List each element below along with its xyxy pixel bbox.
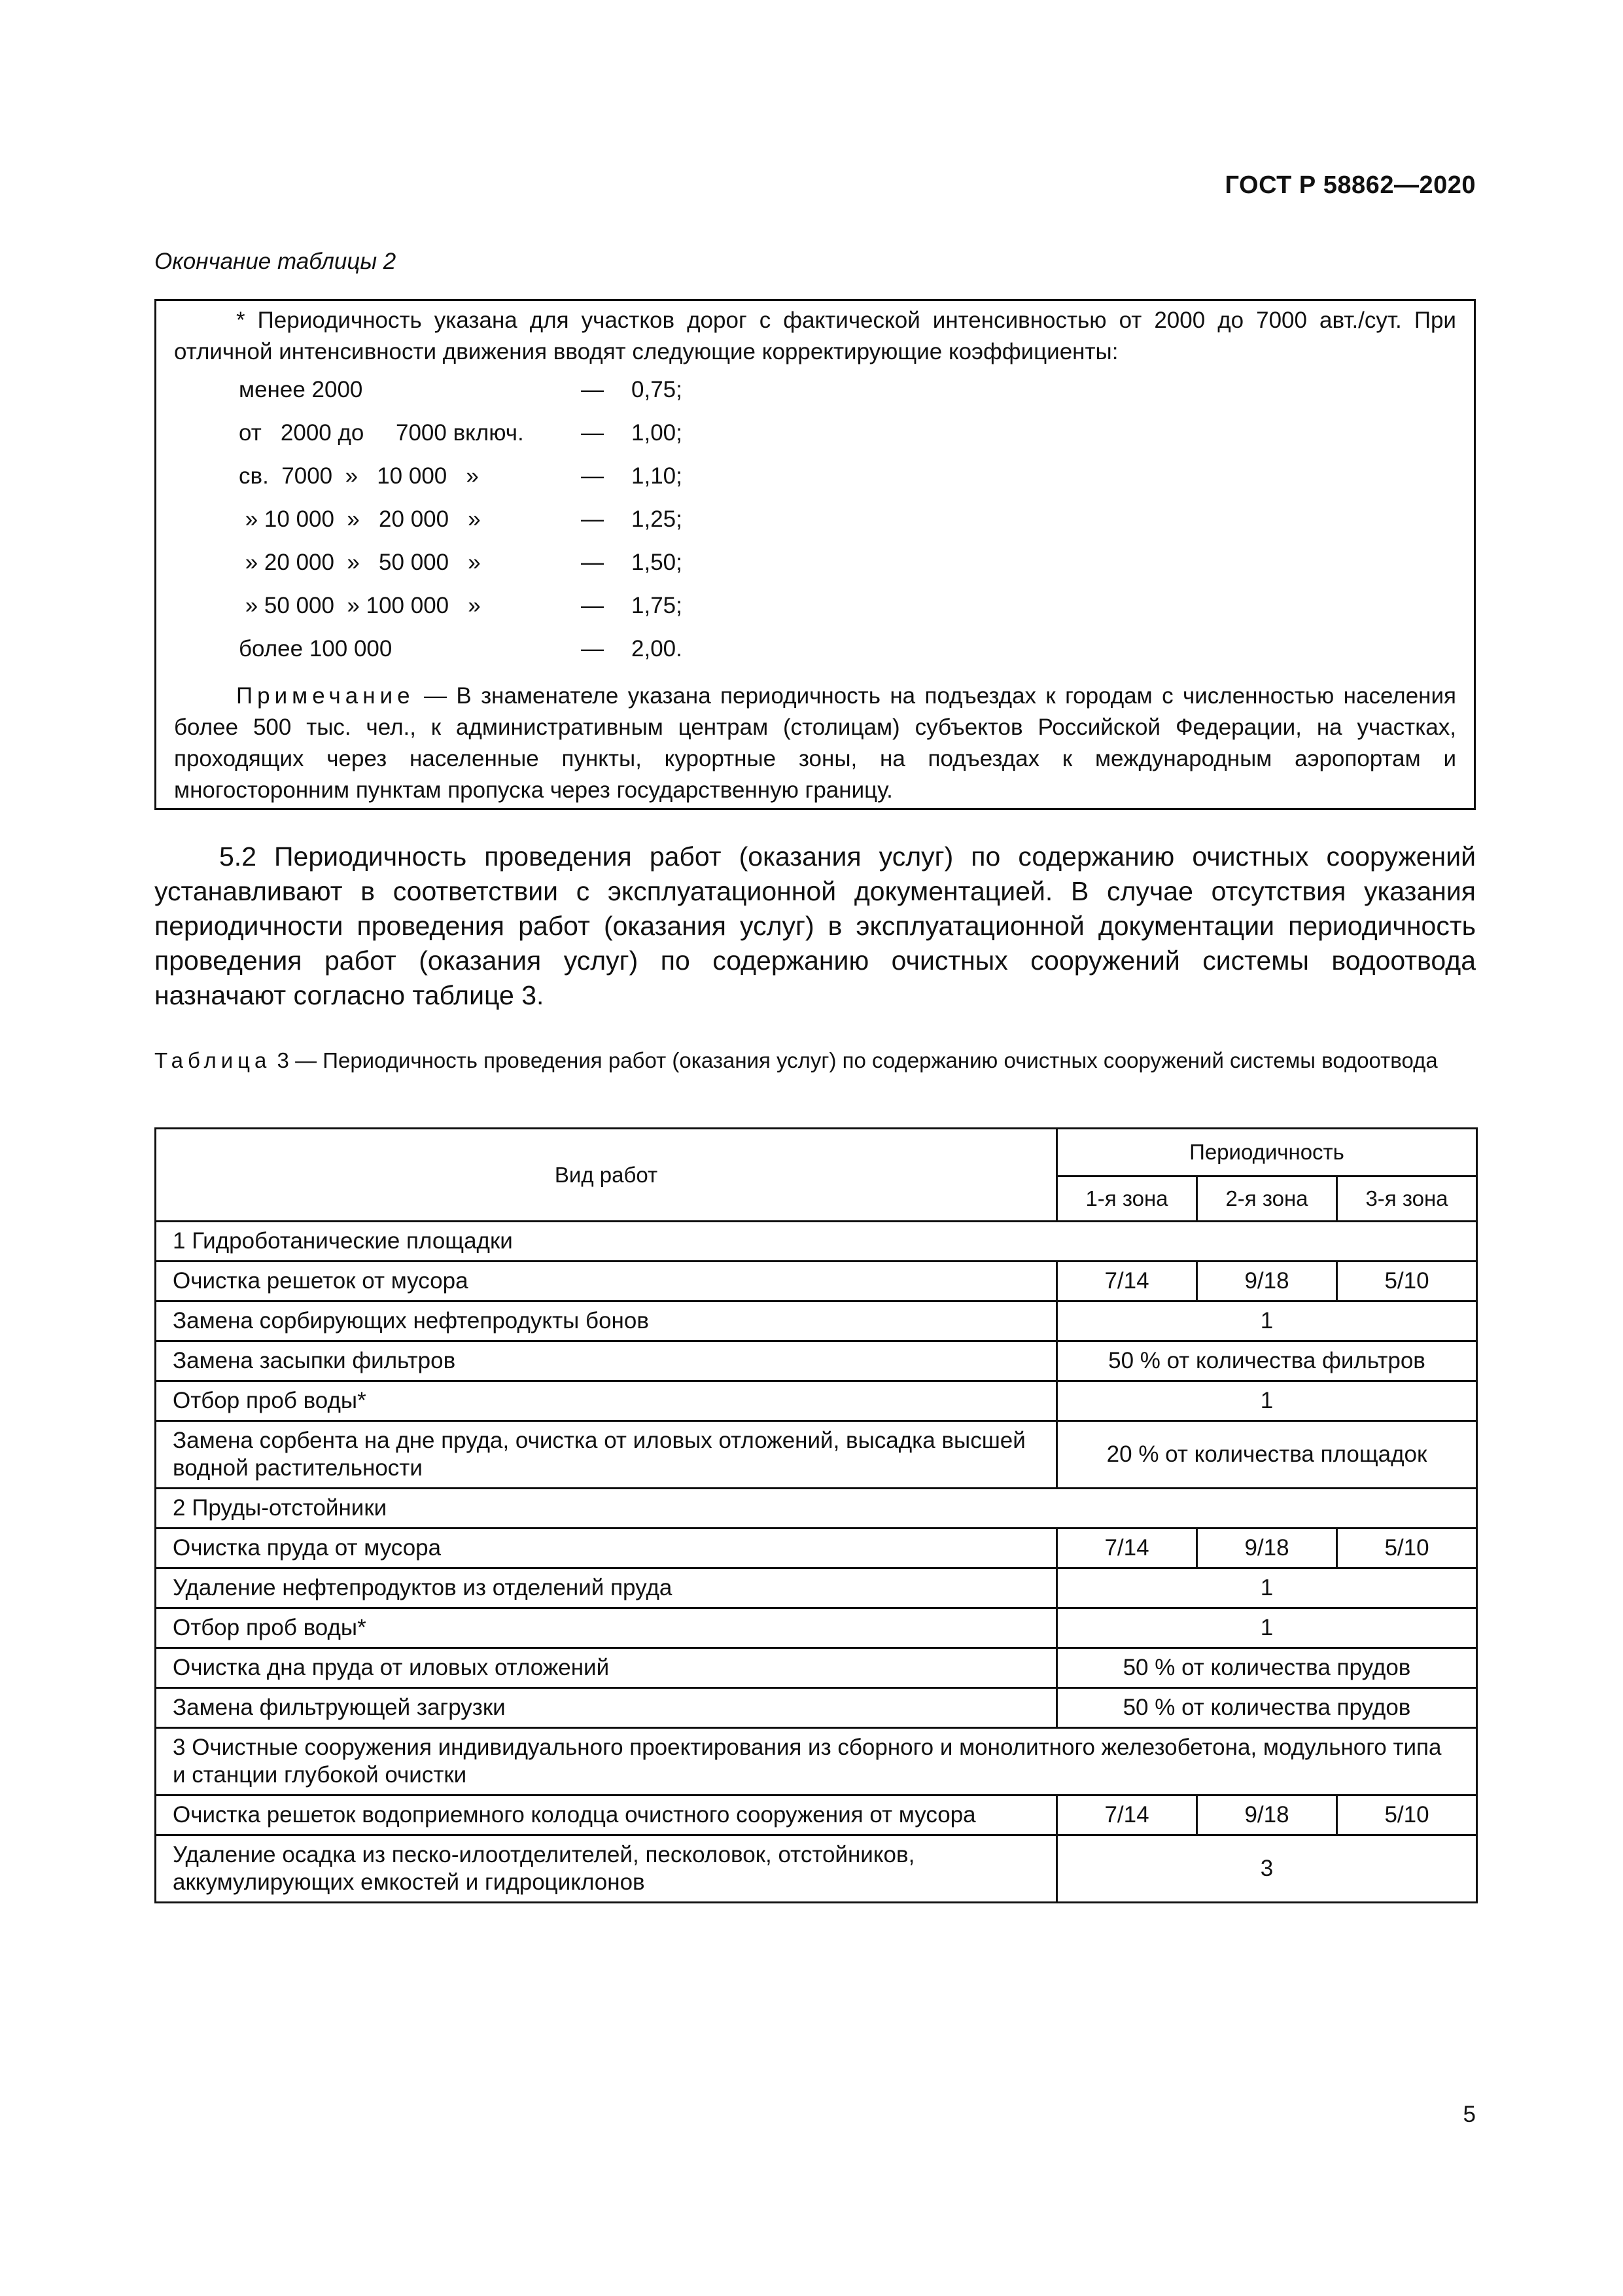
table-section-row — [156, 1489, 1477, 1528]
table-row — [156, 1341, 1477, 1381]
coefficient-range: » 10 000 » 20 000 » — [239, 506, 481, 532]
coefficient-dash: — — [581, 463, 604, 489]
work-type-cell: Очистка решеток водоприемного колодца очистного сооружения от мусора — [156, 1795, 1057, 1835]
coefficient-dash: — — [581, 420, 604, 446]
work-type-cell: Замена засыпки фильтров — [156, 1341, 1057, 1381]
section-title: 2 Пруды-отстойники — [156, 1489, 1477, 1528]
table-row — [156, 1688, 1477, 1728]
table-row — [156, 1795, 1477, 1835]
coefficient-value: 1,75; — [631, 593, 682, 618]
periodicity-all-zones: 1 — [1057, 1568, 1477, 1608]
coefficient-value: 1,25; — [631, 506, 682, 532]
table-section-row — [156, 1728, 1477, 1795]
coefficient-range: менее 2000 — [239, 377, 363, 402]
periodicity-all-zones: 3 — [1057, 1835, 1477, 1903]
zone-3-value: 5/10 — [1337, 1795, 1477, 1835]
table3-caption — [154, 1046, 1476, 1076]
work-type-cell: Очистка пруда от мусора — [156, 1528, 1057, 1568]
document-code: ГОСТ Р 58862—2020 — [1225, 171, 1476, 199]
table2-footnote-box — [154, 299, 1476, 810]
table-row — [156, 1381, 1477, 1421]
work-type-cell: Замена сорбента на дне пруда, очистка от иловых отложений, высадка высшей водной растительности — [156, 1421, 1057, 1489]
zone-3-value: 5/10 — [1337, 1528, 1477, 1568]
periodicity-all-zones: 1 — [1057, 1301, 1477, 1341]
coefficient-dash: — — [581, 593, 604, 618]
coefficient-range: » 50 000 » 100 000 » — [239, 593, 481, 618]
work-type-cell: Удаление нефтепродуктов из отделений пруда — [156, 1568, 1057, 1608]
paragraph-5-2: 5.2 Периодичность проведения работ (оказания услуг) по содержанию очистных сооружений устанавливают в соответствии с эксплуатационной документацией. В случае отсутствия указания периодичности проведения работ (оказания услуг) в эксплуатационной документации периодичность проведения работ (оказания услуг) по содержанию очистных сооружений системы водоотвода назначают согласно таблице 3. — [154, 841, 1476, 1010]
coefficient-dash: — — [581, 550, 604, 575]
table-row — [156, 1301, 1477, 1341]
table-section-row — [156, 1222, 1477, 1262]
coefficient-range: » 20 000 » 50 000 » — [239, 550, 481, 575]
coefficient-range: от 2000 до 7000 включ. — [239, 420, 524, 446]
header-zone-1: 1-я зона — [1057, 1176, 1197, 1222]
zone-2-value: 9/18 — [1197, 1262, 1337, 1301]
table3-caption-label: Таблица — [154, 1048, 271, 1072]
remark-paragraph — [174, 680, 1456, 806]
header-work-type: Вид работ — [156, 1129, 1057, 1222]
footnote-paragraph: * Периодичность указана для участков дорог с фактической интенсивностью от 2000 до 7000 авт./сут. При отличной интенсивности движения вводят следующие корректирующие коэффициенты: — [174, 308, 1456, 364]
table-continuation-label: Окончание таблицы 2 — [154, 249, 396, 274]
table-row — [156, 1262, 1477, 1301]
coefficient-value: 1,00; — [631, 420, 682, 446]
zone-1-value: 7/14 — [1057, 1795, 1197, 1835]
zone-2-value: 9/18 — [1197, 1528, 1337, 1568]
coefficient-dash: — — [581, 636, 604, 662]
coefficient-range: более 100 000 — [239, 636, 393, 662]
remark-label: Примечание — [236, 683, 415, 709]
periodicity-all-zones: 1 — [1057, 1608, 1477, 1648]
zone-1-value: 7/14 — [1057, 1262, 1197, 1301]
header-zone-3: 3-я зона — [1337, 1176, 1477, 1222]
table3 — [154, 1127, 1478, 1903]
coefficient-dash: — — [581, 377, 604, 402]
table-row — [156, 1835, 1477, 1903]
page-number: 5 — [1463, 2102, 1476, 2127]
periodicity-all-zones: 50 % от количества фильтров — [1057, 1341, 1477, 1381]
zone-1-value: 7/14 — [1057, 1528, 1197, 1568]
remark-text: — В знаменателе указана периодичность на подъездах к городам с численностью населения более 500 тыс. чел., к административным центрам (столицам) субъектов Российской Федерации, на участках, проходящих через населенные пункты, курортные зоны, на подъездах к международным аэропортам и многосторонним пунктам пропуска через государственную границу. — [174, 683, 1456, 803]
header-zone-2: 2-я зона — [1197, 1176, 1337, 1222]
periodicity-all-zones: 50 % от количества прудов — [1057, 1648, 1477, 1688]
table-header-row — [156, 1129, 1477, 1176]
periodicity-all-zones: 1 — [1057, 1381, 1477, 1421]
coefficient-value: 2,00. — [631, 636, 682, 662]
coefficient-value: 0,75; — [631, 377, 682, 402]
table3-caption-text: 3 — Периодичность проведения работ (оказания услуг) по содержанию очистных сооружений системы водоотвода — [271, 1048, 1438, 1072]
periodicity-all-zones: 20 % от количества площадок — [1057, 1421, 1477, 1489]
table-row — [156, 1421, 1477, 1489]
work-type-cell: Очистка решеток от мусора — [156, 1262, 1057, 1301]
coefficient-range: св. 7000 » 10 000 » — [239, 463, 479, 489]
header-periodicity: Периодичность — [1057, 1129, 1477, 1176]
section-title: 3 Очистные сооружения индивидуального проектирования из сборного и монолитного железобетона, модульного типа и станции глубокой очистки — [156, 1728, 1477, 1795]
table-row — [156, 1528, 1477, 1568]
work-type-cell: Замена сорбирующих нефтепродукты бонов — [156, 1301, 1057, 1341]
zone-2-value: 9/18 — [1197, 1795, 1337, 1835]
table-row — [156, 1608, 1477, 1648]
zone-3-value: 5/10 — [1337, 1262, 1477, 1301]
coefficient-value: 1,10; — [631, 463, 682, 489]
coefficient-dash: — — [581, 506, 604, 532]
periodicity-all-zones: 50 % от количества прудов — [1057, 1688, 1477, 1728]
work-type-cell: Удаление осадка из песко-илоотделителей, песколовок, отстойников, аккумулирующих емкостей и гидроциклонов — [156, 1835, 1057, 1903]
work-type-cell: Очистка дна пруда от иловых отложений — [156, 1648, 1057, 1688]
table-row — [156, 1648, 1477, 1688]
section-title: 1 Гидроботанические площадки — [156, 1222, 1477, 1262]
work-type-cell: Отбор проб воды* — [156, 1608, 1057, 1648]
work-type-cell: Отбор проб воды* — [156, 1381, 1057, 1421]
coefficient-value: 1,50; — [631, 550, 682, 575]
table-row — [156, 1568, 1477, 1608]
work-type-cell: Замена фильтрующей загрузки — [156, 1688, 1057, 1728]
